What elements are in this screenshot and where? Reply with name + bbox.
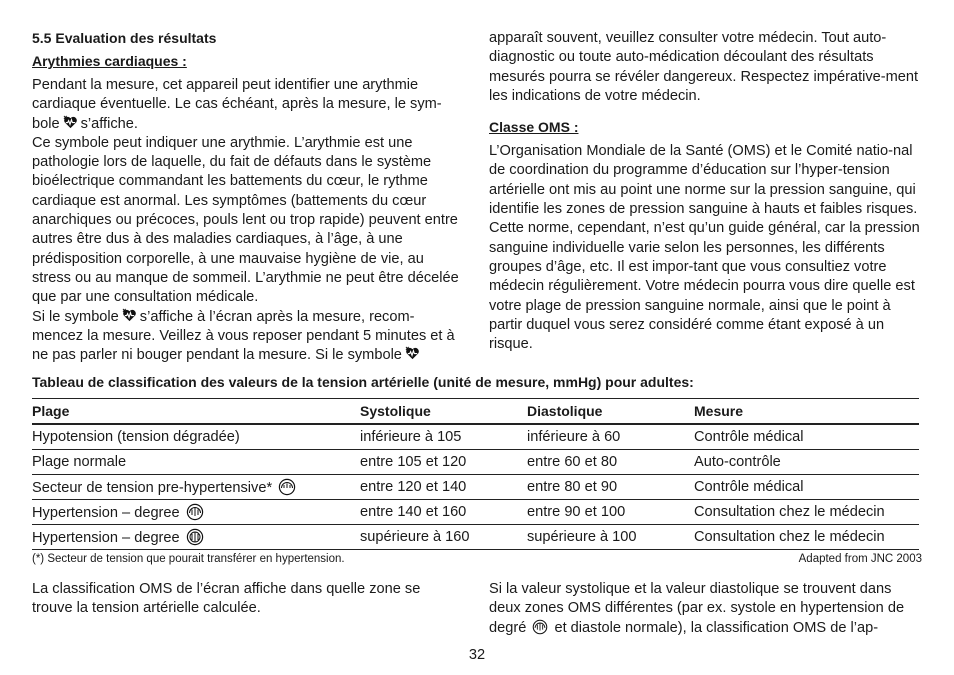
oms-paragraph: L’Organisation Mondiale de la Santé (OMS) et le Comité natio-nal de coordination du programme d’éducation sur l’hyper-tension artérielle ont mis au point une norme sur la pression sanguine, qui identifie les zones de pression sanguine à hauts et faibles risques. Cette norme, cependant, n’est qu’un guide général, car la pression sanguine individuelle varie selon les personnes, les différents groupes d’âge, etc. Il est impor-tant que vous consultiez votre médecin régulièrement. Votre médecin pourra vous dire quelle est votre plage de pression sanguine normale, ainsi que le point à partir duquel vous serez considéré comme étant exposé à un risque. (489, 143, 920, 353)
cell-mesure: Consultation chez le médecin (694, 500, 919, 525)
arrhythmia-subtitle: Arythmies cardiaques : (32, 53, 187, 69)
cell-plage (32, 525, 360, 550)
arrhythmia-paragraph-2: Ce symbole peut indiquer une arythmie. L’arythmie est une pathologie lors de laquelle, du fait de défauts dans le système bioélectrique commandant les battements du cœur, le rythme cardiaque est anormal. Les symptômes (battements du cœur anarchiques ou précoces, pouls lent ou trop rapide) peuvent entre autres être dus à des maladies cardiaques, à l’âge, à une prédisposition corporelle, à une mauvaise hygiène de vie, au stress ou au manque de sommeil. L’arythmie ne peut être décelée que par une consultation médicale. (32, 134, 459, 306)
plage-text: Hypertension – degree (32, 505, 180, 521)
arrhythmia-heart-icon (405, 346, 420, 361)
cell-systolique: entre 120 et 140 (360, 475, 527, 500)
left-column (32, 29, 464, 365)
table-row (32, 475, 919, 500)
table-source: Adapted from JNC 2003 (798, 553, 922, 565)
bottom-left-paragraph: La classification OMS de l’écran affiche dans quelle zone se trouve la tension artérielle calculée. (32, 581, 421, 617)
plage-text: Secteur de tension pre-hypertensive* (32, 480, 273, 496)
cell-mesure: Contrôle médical (694, 475, 919, 500)
right-column (489, 29, 921, 354)
cell-mesure: Contrôle médical (694, 424, 919, 450)
arrhythmia-paragraph-4: apparaît souvent, veuillez consulter votre médecin. Tout auto-diagnostic ou toute auto-médication découlant des résultats mesurés pourra se révéler dangereux. Respectez impérative-ment les indications de votre médecin. (489, 30, 919, 104)
table-header-row (32, 399, 919, 425)
header-systolique: Systolique (360, 399, 527, 425)
cell-mesure: Consultation chez le médecin (694, 525, 919, 550)
plage-text: Hypertension – degree (32, 530, 180, 546)
who-zone-2-icon (532, 619, 548, 635)
arrhythmia-p3-text-b: s’affiche à l’écran après la mesure, recom-mencez la mesure. Veillez à vous reposer pendant 5 minutes et à ne pas parler ni bouger pendant la mesure. Si le symbole (32, 308, 455, 364)
plage-text: Plage normale (32, 454, 127, 470)
table-row (32, 525, 919, 550)
table-row (32, 450, 919, 475)
table-row (32, 424, 919, 450)
arrhythmia-p1-text-b: s’affiche. (80, 115, 138, 132)
arrhythmia-paragraph-1 (32, 76, 464, 134)
cell-plage (32, 500, 360, 525)
table-title: Tableau de classification des valeurs de la tension artérielle (unité de mesure, mmHg) pour adultes: (32, 374, 694, 390)
header-plage: Plage (32, 399, 360, 425)
page-number: 32 (468, 647, 486, 663)
who-zone-3-icon (186, 528, 204, 546)
cell-diastolique: entre 60 et 80 (527, 450, 694, 475)
cell-systolique: inférieure à 105 (360, 424, 527, 450)
header-mesure: Mesure (694, 399, 919, 425)
bottom-right-text-b: et diastole normale), la classification OMS de l’ap- (554, 619, 879, 636)
cell-plage (32, 424, 360, 450)
table-footnote: (*) Secteur de tension que pourait transférer en hypertension. (32, 553, 345, 565)
cell-plage (32, 450, 360, 475)
table-row (32, 500, 919, 525)
bottom-right-paragraph (489, 580, 921, 638)
arrhythmia-p1-text-a: Pendant la mesure, cet appareil peut identifier une arythmie cardiaque éventuelle. Le cas échéant, après la mesure, le sym-bole (32, 77, 442, 132)
cell-plage (32, 475, 360, 500)
bottom-right-text-a: Si la valeur systolique et la valeur diastolique se trouvent dans deux zones OMS différentes (par ex. systole en hypertension de degré (489, 581, 905, 636)
arrhythmia-paragraph-3 (32, 308, 464, 366)
cell-diastolique: entre 90 et 100 (527, 500, 694, 525)
cell-systolique: entre 140 et 160 (360, 500, 527, 525)
section-title: 5.5 Evaluation des résultats (32, 30, 217, 46)
cell-diastolique: supérieure à 100 (527, 525, 694, 550)
cell-mesure: Auto-contrôle (694, 450, 919, 475)
arrhythmia-heart-icon (63, 115, 78, 130)
arrhythmia-p3-text-a: Si le symbole (32, 308, 119, 325)
header-diastolique: Diastolique (527, 399, 694, 425)
arrhythmia-heart-icon (122, 308, 137, 323)
cell-systolique: supérieure à 160 (360, 525, 527, 550)
cell-diastolique: inférieure à 60 (527, 424, 694, 450)
bp-classification-table (32, 398, 919, 550)
who-zone-1-icon (278, 478, 296, 496)
cell-diastolique: entre 80 et 90 (527, 475, 694, 500)
plage-text: Hypotension (tension dégradée) (32, 429, 240, 445)
oms-subtitle: Classe OMS : (489, 119, 579, 136)
who-zone-2-icon (186, 503, 204, 521)
cell-systolique: entre 105 et 120 (360, 450, 527, 475)
